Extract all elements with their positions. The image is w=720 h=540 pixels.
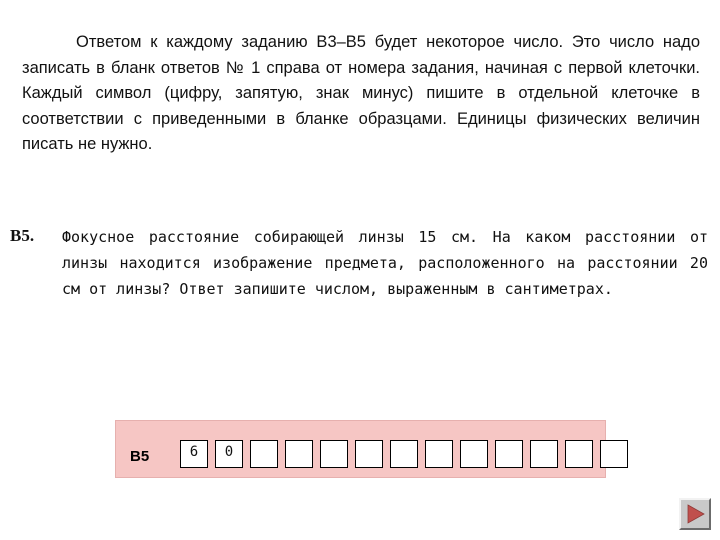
answer-cell-2[interactable]: 0 — [215, 440, 243, 468]
answer-cell-11[interactable] — [530, 440, 558, 468]
answer-cell-5[interactable] — [320, 440, 348, 468]
answer-cell-13[interactable] — [600, 440, 628, 468]
answer-cell-4[interactable] — [285, 440, 313, 468]
problem-text: Фокусное расстояние собирающей линзы 15 см. На каком расстоянии от линзы находится изображение предмета, расположенного на расстоянии 20 см от линзы? Ответ запишите числом, выраженным в сантиметрах. — [62, 228, 708, 298]
next-slide-button[interactable] — [679, 498, 711, 530]
answer-cell-12[interactable] — [565, 440, 593, 468]
answer-cell-1[interactable]: 6 — [180, 440, 208, 468]
answer-cell-7[interactable] — [390, 440, 418, 468]
answer-form — [115, 420, 606, 478]
answer-cell-6[interactable] — [355, 440, 383, 468]
answer-cell-3[interactable] — [250, 440, 278, 468]
answer-form-label: В5 — [130, 448, 150, 465]
answer-cell-8[interactable] — [425, 440, 453, 468]
problem-number: В5. — [10, 226, 35, 245]
answer-cell-10[interactable] — [495, 440, 523, 468]
instructions-text: Ответом к каждому заданию В3–В5 будет некоторое число. Это число надо записать в бланк ответов № 1 справа от номера задания, начиная с первой клеточки. Каждый символ (цифру, запятую, знак минус) пишите в отдельной клеточке в соответствии с приведенными в бланке образцами. Единицы физических величин писать не нужно. — [22, 33, 700, 153]
play-triangle-icon — [684, 503, 706, 525]
answer-cells — [180, 440, 635, 468]
answer-cell-9[interactable] — [460, 440, 488, 468]
